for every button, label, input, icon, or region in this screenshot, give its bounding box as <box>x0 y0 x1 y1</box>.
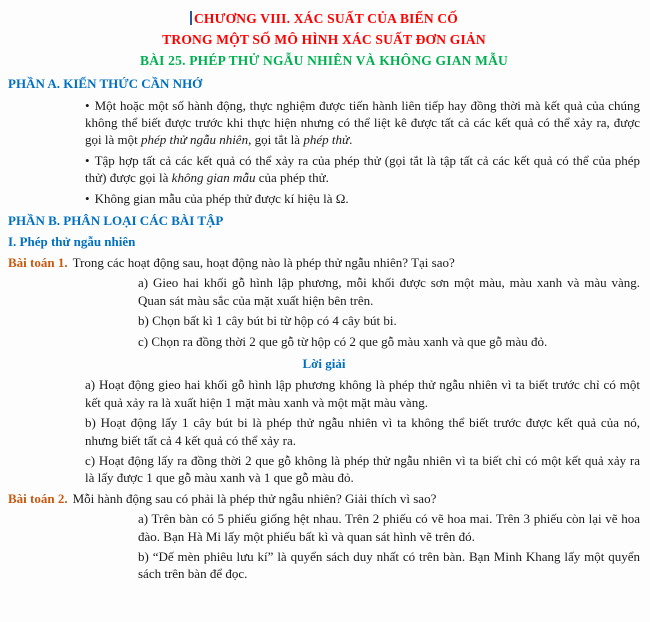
problem-2 <box>8 490 640 507</box>
knowledge-bullet-3 <box>85 190 640 207</box>
problem-1-solution-a-text: a) Hoạt động gieo hai khối gỗ hình lập phương không là phép thử ngẫu nhiên vì ta biết trước chỉ có một kết quả xảy ra là xuất hiện 1 mặt màu xanh và một mặt màu vàng. <box>85 377 640 410</box>
knowledge-bullet-2 <box>85 152 640 187</box>
lesson-title-text: BÀI 25. PHÉP THỬ NGẪU NHIÊN VÀ KHÔNG GIAN MẪU <box>139 53 509 69</box>
problem-2-item-a <box>138 510 640 545</box>
bullet-icon: • <box>85 97 90 113</box>
problem-1-solution-a <box>85 376 640 411</box>
problem-1-item-b <box>138 312 640 329</box>
text-cursor <box>190 11 192 25</box>
chapter-title-line-2 <box>8 31 640 49</box>
bullet-1-text: Một hoặc một số hành động, thực nghiệm được tiến hành liên tiếp hay đồng thời mà kết quả của chúng không thể biết được trước khi thực hiện nhưng có thể liệt kê được tất cả các kết quả có thể xảy ra, được gọi là một <box>85 97 640 148</box>
bullet-icon: • <box>85 152 90 168</box>
lesson-title <box>8 52 640 70</box>
section-a-heading <box>8 75 640 92</box>
knowledge-bullet-1 <box>85 97 640 149</box>
problem-1-item-b-text: b) Chọn bất kì 1 cây bút bi từ hộp có 4 cây bút bi. <box>138 313 397 329</box>
bullet-2-text-2: của phép thử. <box>255 170 329 186</box>
bullet-1-text-3: . <box>349 132 353 148</box>
subsection-1-heading <box>8 233 640 250</box>
chapter-title-text-1: CHƯƠNG VIII. XÁC SUẤT CỦA BIẾN CỐ <box>193 11 459 26</box>
problem-1-solution-c <box>85 452 640 487</box>
chapter-title-line-1 <box>8 10 640 28</box>
problem-2-item-b-text: b) “Dế mèn phiêu lưu kí” là quyển sách duy nhất có trên bàn. Bạn Minh Khang lấy một quyển sách trên bàn để đọc. <box>138 548 640 582</box>
section-b-heading <box>8 212 640 229</box>
problem-1-item-c-text: c) Chọn ra đồng thời 2 que gỗ từ hộp có 2 que gỗ màu xanh và que gỗ màu đỏ. <box>138 333 548 349</box>
problem-2-label: Bài toán 2. <box>8 490 68 506</box>
bullet-3-text: Không gian mẫu của phép thử được kí hiệu là Ω. <box>94 190 349 206</box>
subsection-1-heading-text: I. Phép thử ngẫu nhiên <box>8 234 136 250</box>
problem-1-solution-b-text: b) Hoạt động lấy 1 cây bút bi là phép thử ngẫu nhiên vì ta không thể biết trước được kết quả của nó, nhưng biết tất cả 4 kết quả có thể xảy ra. <box>85 415 640 448</box>
bullet-icon: • <box>85 190 90 206</box>
problem-1-item-a <box>138 274 640 309</box>
problem-2-item-a-text: a) Trên bàn có 5 phiếu giống hệt nhau. Trên 2 phiếu có vẽ hoa mai. Trên 3 phiếu còn lại vẽ hoa đào. Bạn Hà Mi lấy một phiếu bất kì và quan sát hình vẽ trên đó. <box>138 511 640 544</box>
problem-1 <box>8 254 640 271</box>
problem-2-statement: Mỗi hành động sau có phải là phép thử ngẫu nhiên? Giải thích vì sao? <box>72 490 437 506</box>
bullet-2-term-1: không gian mẫu <box>171 170 256 186</box>
bullet-1-term-2: phép thử <box>303 132 350 148</box>
problem-1-statement: Trong các hoạt động sau, hoạt động nào là phép thử ngẫu nhiên? Tại sao? <box>72 254 455 270</box>
problem-1-label: Bài toán 1. <box>8 254 68 270</box>
problem-1-item-c <box>138 333 640 350</box>
problem-1-solution-b <box>85 414 640 449</box>
problem-1-item-a-text: a) Gieo hai khối gỗ hình lập phương, mỗi khối được sơn một màu, màu xanh và màu vàng. Quan sát màu sắc của mặt xuất hiện bên trên. <box>138 275 640 308</box>
solution-heading <box>8 355 640 372</box>
chapter-title-text-2: TRONG MỘT SỐ MÔ HÌNH XÁC SUẤT ĐƠN GIẢN <box>162 32 486 48</box>
bullet-1-term-1: phép thử ngẫu nhiên <box>140 132 249 148</box>
bullet-2-text: Tập hợp tất cả các kết quả có thể xảy ra của phép thử (gọi tắt là tập tất cả các kết quả có thể của phép thử) được gọi là <box>85 152 640 186</box>
problem-2-item-b <box>138 548 640 583</box>
section-a-heading-text: PHẦN A. KIẾN THỨC CẦN NHỚ <box>8 76 203 92</box>
problem-1-solution-c-text: c) Hoạt động lấy ra đồng thời 2 que gỗ không là phép thử ngẫu nhiên vì ta biết chỉ có một kết quả xảy ra là lấy được 1 que gỗ màu xanh và 1 que gỗ màu đỏ. <box>85 452 640 486</box>
section-b-heading-text: PHẦN B. PHÂN LOẠI CÁC BÀI TẬP <box>8 213 224 229</box>
solution-heading-text: Lời giải <box>302 355 346 371</box>
bullet-1-text-2: , gọi tắt là <box>248 132 304 148</box>
